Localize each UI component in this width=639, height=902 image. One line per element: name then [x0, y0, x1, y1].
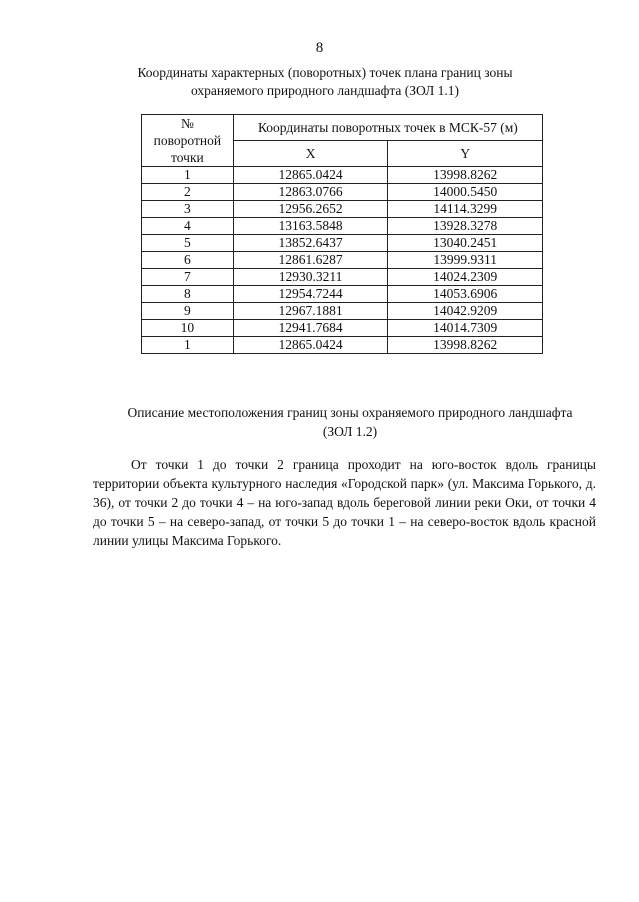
x-column-header: X — [233, 141, 388, 167]
boundary-description: От точки 1 до точки 2 граница проходит на юго-восток вдоль границы территории объекта культурного наследия «Городской парк» (ул. Максима Горького, д. 36), от точки 2 до точки 4 – на юго-запад вдоль береговой линии реки Оки, от точки 4 до точки 5 – на северо-запад, от точки 5 до точки 1 – на северо-восток вдоль красной линии улицы Максима Горького. — [93, 457, 596, 548]
x-cell: 12861.6287 — [233, 252, 388, 269]
y-cell: 14000.5450 — [388, 184, 543, 201]
point-number-header — [142, 115, 234, 167]
point-number-cell: 10 — [142, 320, 234, 337]
section-title — [60, 403, 639, 441]
table-title-line-1: Координаты характерных (поворотных) точек плана границ зоны — [137, 65, 513, 80]
x-cell: 12954.7244 — [233, 286, 388, 303]
point-number-cell: 1 — [142, 337, 234, 354]
table-row — [142, 218, 543, 235]
y-cell: 13928.3278 — [388, 218, 543, 235]
point-number-cell: 5 — [142, 235, 234, 252]
x-cell: 12967.1881 — [233, 303, 388, 320]
point-number-cell: 8 — [142, 286, 234, 303]
table-row — [142, 337, 543, 354]
section-title-line-1: Описание местоположения границ зоны охраняемого природного ландшафта — [127, 405, 573, 420]
table-title — [90, 64, 560, 100]
table-row — [142, 235, 543, 252]
coordinates-group-header: Координаты поворотных точек в МСК-57 (м) — [233, 115, 542, 141]
section-title-line-2: (ЗОЛ 1.2) — [322, 424, 378, 439]
x-cell: 12863.0766 — [233, 184, 388, 201]
y-cell: 14024.2309 — [388, 269, 543, 286]
table-row — [142, 201, 543, 218]
point-number-cell: 7 — [142, 269, 234, 286]
table-row — [142, 252, 543, 269]
point-number-cell: 2 — [142, 184, 234, 201]
y-cell: 13040.2451 — [388, 235, 543, 252]
table-header-row-1 — [142, 115, 543, 141]
y-cell: 13998.8262 — [388, 337, 543, 354]
point-number-cell: 9 — [142, 303, 234, 320]
point-number-header-line-3: точки — [171, 150, 204, 165]
point-number-cell: 3 — [142, 201, 234, 218]
table-row — [142, 286, 543, 303]
y-cell: 14114.3299 — [388, 201, 543, 218]
y-cell: 14014.7309 — [388, 320, 543, 337]
table-row — [142, 269, 543, 286]
table-row — [142, 184, 543, 201]
y-cell: 14053.6906 — [388, 286, 543, 303]
point-number-cell: 4 — [142, 218, 234, 235]
point-number-header-line-1: № — [180, 116, 194, 131]
x-cell: 12941.7684 — [233, 320, 388, 337]
x-cell: 13852.6437 — [233, 235, 388, 252]
x-cell: 12865.0424 — [233, 337, 388, 354]
y-cell: 14042.9209 — [388, 303, 543, 320]
point-number-cell: 6 — [142, 252, 234, 269]
table-row — [142, 303, 543, 320]
table-row — [142, 167, 543, 184]
table-row — [142, 320, 543, 337]
x-cell: 12865.0424 — [233, 167, 388, 184]
page-number: 8 — [315, 40, 324, 56]
y-cell: 13999.9311 — [388, 252, 543, 269]
y-cell: 13998.8262 — [388, 167, 543, 184]
x-cell: 13163.5848 — [233, 218, 388, 235]
y-column-header: Y — [388, 141, 543, 167]
point-number-header-line-2: поворотной — [153, 133, 222, 148]
point-number-cell: 1 — [142, 167, 234, 184]
x-cell: 12930.3211 — [233, 269, 388, 286]
x-cell: 12956.2652 — [233, 201, 388, 218]
table-title-line-2: охраняемого природного ландшафта (ЗОЛ 1.1) — [190, 83, 460, 98]
coordinates-table — [141, 114, 543, 354]
